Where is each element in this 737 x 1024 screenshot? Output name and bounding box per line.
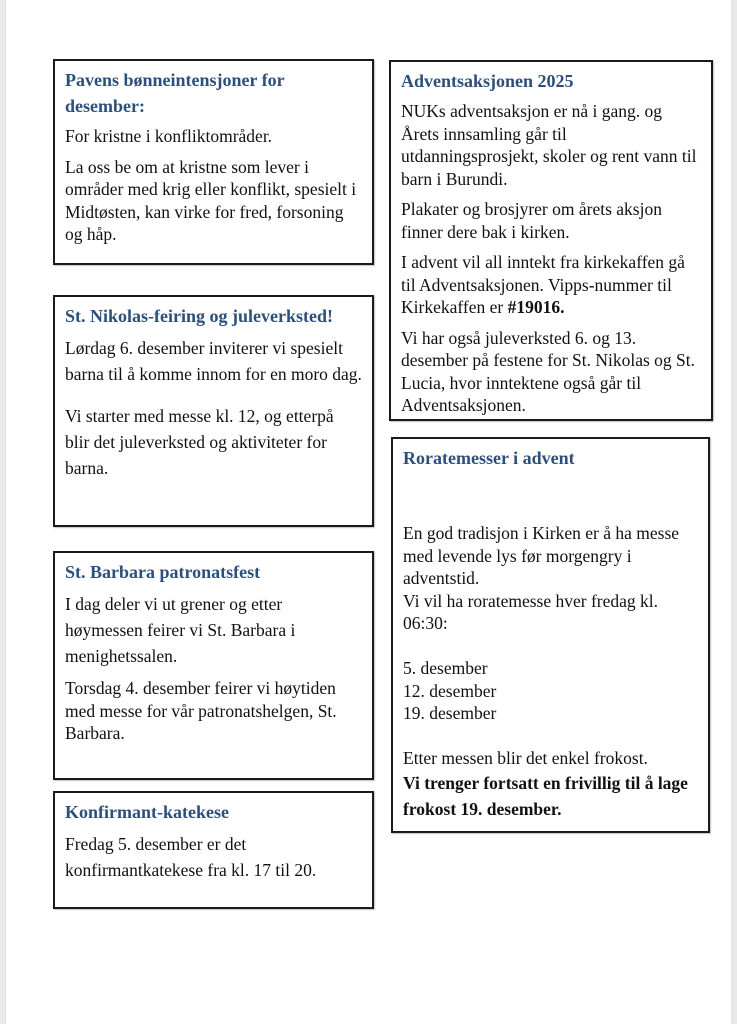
vipps-number: #19016. bbox=[507, 297, 565, 317]
date-item: 12. desember bbox=[403, 680, 497, 701]
box-title: Adventsaksjonen 2025 bbox=[401, 71, 574, 91]
paragraph bbox=[401, 251, 701, 319]
schedule-text: Vi vil ha roratemesse hver fredag kl. 06:30: bbox=[403, 590, 659, 633]
volunteer-request: Vi trenger fortsatt en frivillig til å lage frokost 19. desember. bbox=[403, 772, 688, 819]
paragraph: Lørdag 6. desember inviterer vi spesielt barna til å komme innom for en moro dag. bbox=[65, 338, 362, 384]
date-item: 19. desember bbox=[403, 703, 497, 723]
paragraph: For kristne i konfliktområder. bbox=[65, 126, 273, 146]
paragraph: La oss be om at kristne som lever i områder med krig eller konflikt, spesielt i Midtøsten, kan virke for fred, forsoning og håp. bbox=[65, 156, 357, 244]
box-title: Roratemesser i advent bbox=[403, 448, 575, 468]
paragraph: I dag deler vi ut grener og etter høymessen feirer vi St. Barbara i menighetssalen. bbox=[65, 594, 296, 666]
newsletter-page bbox=[5, 0, 732, 1024]
prayer-intentions-box bbox=[53, 59, 374, 265]
st-barbara-box bbox=[53, 551, 374, 780]
paragraph: Plakater og brosjyrer om årets aksjon finner dere bak i kirken. bbox=[401, 199, 662, 242]
rorate-masses-box bbox=[391, 437, 710, 833]
confirmation-catechesis-box bbox=[53, 791, 374, 909]
box-title: St. Barbara patronatsfest bbox=[65, 562, 261, 582]
note-text: Etter messen blir det enkel frokost. bbox=[403, 748, 648, 768]
box-title: St. Nikolas-feiring og juleverksted! bbox=[65, 306, 333, 326]
date-item: 5. desember bbox=[403, 658, 488, 678]
st-nikolas-box bbox=[53, 295, 374, 527]
rorate-body bbox=[403, 522, 698, 822]
spacer bbox=[403, 725, 698, 748]
box-title: Konfirmant-katekese bbox=[65, 802, 229, 822]
paragraph-text: I advent vil all inntekt fra kirkekaffen gå til Adventsaksjonen. Vipps-nummer til Kirkekaffen er bbox=[401, 252, 685, 317]
spacer bbox=[403, 635, 698, 658]
advent-campaign-box bbox=[389, 60, 713, 421]
intro-text: En god tradisjon i Kirken er å ha messe med levende lys før morgengry i adventstid. bbox=[403, 523, 680, 588]
paragraph: NUKs adventsaksjon er nå i gang. og Årets innsamling går til utdanningsprosjekt, skoler og rent vann til barn i Burundi. bbox=[401, 101, 697, 189]
spacer bbox=[403, 477, 698, 522]
paragraph: Fredag 5. desember er det konfirmantkatekese fra kl. 17 til 20. bbox=[65, 834, 317, 880]
box-title: Pavens bønneintensjoner for desember: bbox=[65, 70, 285, 116]
paragraph: Torsdag 4. desember feirer vi høytiden med messe for vår patronatshelgen, St. Barbara. bbox=[65, 678, 337, 743]
paragraph: Vi har også juleverksted 6. og 13. desember på festene for St. Nikolas og St. Lucia, hvor inntektene også går til Adventsaksjonen. bbox=[401, 327, 696, 415]
paragraph: Vi starter med messe kl. 12, og etterpå blir det juleverksted og aktiviteter for barna. bbox=[65, 406, 334, 478]
